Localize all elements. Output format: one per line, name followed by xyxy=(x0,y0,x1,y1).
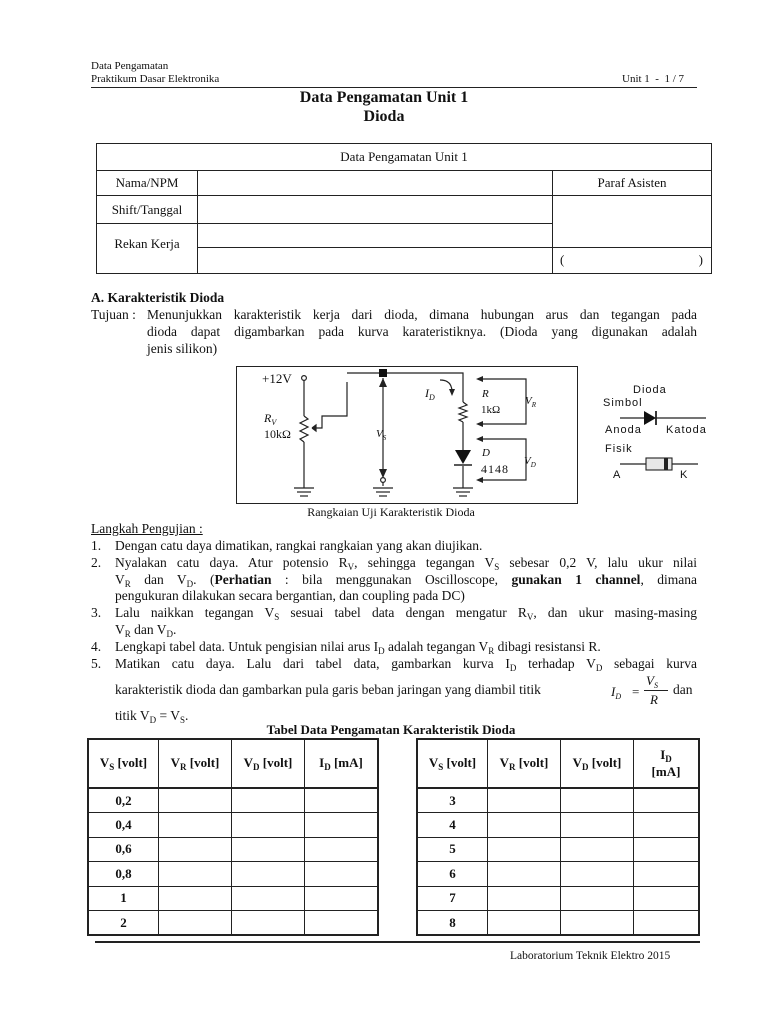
shift-tanggal-field[interactable] xyxy=(198,196,553,224)
vs-cell: 0,6 xyxy=(88,837,159,862)
vd-cell[interactable] xyxy=(561,813,634,838)
table-row xyxy=(88,788,378,813)
id-cell[interactable] xyxy=(305,813,379,838)
table-row xyxy=(88,886,378,911)
formula-numerator: $V_S$ xyxy=(646,673,658,690)
vd-cell[interactable] xyxy=(561,911,634,936)
identity-table-caption: Data Pengamatan Unit 1 xyxy=(97,144,712,171)
formula-equals: = xyxy=(632,684,640,699)
paraf-asisten-field[interactable] xyxy=(553,196,712,248)
table-row xyxy=(417,862,699,887)
vs-cell: 6 xyxy=(417,862,488,887)
vd-cell[interactable] xyxy=(561,886,634,911)
diode-symbol-panel xyxy=(598,378,710,483)
paraf-asisten-label: Paraf Asisten xyxy=(553,171,712,196)
anoda-label: Anoda xyxy=(605,424,642,436)
table-row xyxy=(417,813,699,838)
paren-open: ( xyxy=(560,252,565,267)
paraf-name-field[interactable] xyxy=(553,248,712,274)
header-doc-type: Data Pengamatan xyxy=(91,60,169,72)
vd-cell[interactable] xyxy=(232,813,305,838)
table-row xyxy=(88,911,378,936)
vd-cell[interactable] xyxy=(232,911,305,936)
table-row xyxy=(417,886,699,911)
page-subtitle: Dioda xyxy=(363,108,405,125)
step-2-line-1: Nyalakan catu daya. Atur potensio $R_V$, sehingga tegangan $V_S$ sebesar 0,2 V, lalu ukur nilai xyxy=(115,555,697,572)
step-1-text: Dengan catu daya dimatikan, rangkai rangkaian yang akan diujikan. xyxy=(115,538,483,553)
table-row xyxy=(88,862,378,887)
vd-cell[interactable] xyxy=(232,788,305,813)
test-circuit-diagram xyxy=(236,366,578,504)
table-row xyxy=(417,788,699,813)
header-course: Praktikum Dasar Elektronika xyxy=(91,73,220,85)
col-header-id: $I_D$ [mA] xyxy=(634,739,700,788)
vr-cell[interactable] xyxy=(159,837,232,862)
tujuan-line-2: dioda dapat digambarkan pada kurva karateristiknya. (Dioda yang digunakan adalah xyxy=(147,324,697,339)
diode-d xyxy=(455,450,471,464)
id-cell[interactable] xyxy=(305,886,379,911)
step-4-text: Lengkapi tabel data. Untuk pengisian nilai arus $I_D$ adalah tegangan $V_R$ dibagi resistansi R. xyxy=(115,639,601,656)
data-table-right xyxy=(416,738,700,936)
diode-cathode-band xyxy=(664,458,668,470)
anode-a-label: A xyxy=(613,469,622,481)
vr-cell[interactable] xyxy=(159,886,232,911)
diode-schematic-symbol xyxy=(644,411,656,425)
resistor-r xyxy=(459,402,467,422)
vd-cell[interactable] xyxy=(561,837,634,862)
rv-label: $R_V$ xyxy=(264,411,277,427)
vs-cell: 2 xyxy=(88,911,159,936)
r-label: R xyxy=(482,388,489,400)
id-cell[interactable] xyxy=(305,837,379,862)
id-cell[interactable] xyxy=(305,911,379,936)
tujuan-line-3: jenis silikon) xyxy=(147,341,218,356)
vd-label: $V_D$ xyxy=(524,455,536,469)
nama-npm-label: Nama/NPM xyxy=(97,171,198,196)
rv-value: 10kΩ xyxy=(264,427,291,441)
d-value: 4148 xyxy=(481,462,509,476)
data-table-title: Tabel Data Pengamatan Karakteristik Dioda xyxy=(266,722,516,737)
id-cell[interactable] xyxy=(634,886,700,911)
vs-cell: 0,2 xyxy=(88,788,159,813)
supply-label: +12V xyxy=(262,371,292,386)
header-divider xyxy=(91,87,697,88)
vr-label: $V_R$ xyxy=(525,395,537,409)
vr-cell[interactable] xyxy=(159,788,232,813)
rekan-kerja-field-2[interactable] xyxy=(198,248,553,274)
id-cell[interactable] xyxy=(634,911,700,936)
cathode-k-label: K xyxy=(680,469,689,481)
section-a-heading: A. Karakteristik Dioda xyxy=(91,290,225,305)
col-header-vr: $V_R$ [volt] xyxy=(159,739,232,788)
diode-title: Dioda xyxy=(633,384,667,396)
nama-npm-field[interactable] xyxy=(198,171,553,196)
vs-cell: 1 xyxy=(88,886,159,911)
step-2-number: 2. xyxy=(91,555,102,570)
step-3-line-1: Lalu naikkan tegangan $V_S$ sesuai tabel data dengan mengatur $R_V$, dan ukur masing-masing xyxy=(115,605,697,622)
tujuan-label: Tujuan : xyxy=(91,307,136,322)
formula-id: $I_D$ xyxy=(611,684,622,701)
vd-cell[interactable] xyxy=(561,788,634,813)
vd-cell[interactable] xyxy=(232,886,305,911)
rekan-kerja-label: Rekan Kerja xyxy=(97,224,198,274)
formula-bar xyxy=(644,690,668,691)
header-page-number: Unit 1 - 1 / 7 xyxy=(622,73,685,85)
potentiometer-rv xyxy=(300,416,308,442)
vs-cell: 0,4 xyxy=(88,813,159,838)
diode-physical-body xyxy=(646,458,672,470)
vs-cell: 3 xyxy=(417,788,488,813)
vs-cell: 0,8 xyxy=(88,862,159,887)
rekan-kerja-field-1[interactable] xyxy=(198,224,553,248)
vr-cell[interactable] xyxy=(488,886,561,911)
vr-cell[interactable] xyxy=(488,911,561,936)
circuit-caption: Rangkaian Uji Karakteristik Dioda xyxy=(307,505,475,519)
id-cell[interactable] xyxy=(634,788,700,813)
id-cell[interactable] xyxy=(305,862,379,887)
step-5-line-2: karakteristik dioda dan gambarkan pula garis beban jaringan yang diambil titik xyxy=(115,682,541,697)
formula-denominator: R xyxy=(650,692,658,707)
footer-divider xyxy=(95,941,700,943)
step-5-line-1: Matikan catu daya. Lalu dari tabel data, gambarkan kurva $I_D$ terhadap $V_D$ sebagai kurva xyxy=(115,656,697,673)
id-cell[interactable] xyxy=(305,788,379,813)
table-row xyxy=(88,813,378,838)
vs-cell: 7 xyxy=(417,886,488,911)
step-5-number: 5. xyxy=(91,656,102,671)
step-5-line-3: titik $V_D = V_S$. xyxy=(115,708,189,725)
col-header-vr: $V_R$ [volt] xyxy=(488,739,561,788)
col-header-vs: $V_S$ [volt] xyxy=(88,739,159,788)
vr-cell[interactable] xyxy=(488,862,561,887)
load-line-formula xyxy=(611,673,673,707)
vr-cell[interactable] xyxy=(159,862,232,887)
r-value: 1kΩ xyxy=(481,404,501,416)
fisik-label: Fisik xyxy=(605,443,633,455)
vr-cell[interactable] xyxy=(159,911,232,936)
id-cell[interactable] xyxy=(634,813,700,838)
vs-terminal xyxy=(381,478,386,483)
vs-cell: 4 xyxy=(417,813,488,838)
shift-tanggal-label: Shift/Tanggal xyxy=(97,196,198,224)
step-2-line-2: $V_R$ dan $V_D$. (Perhatian : bila menggunakan Oscilloscope, gunakan 1 channel, dimana xyxy=(115,572,697,589)
vd-cell[interactable] xyxy=(232,837,305,862)
vr-cell[interactable] xyxy=(488,837,561,862)
step-5-dan: dan xyxy=(673,682,693,697)
id-label: $I_D$ xyxy=(425,386,435,402)
simbol-label: Simbol xyxy=(603,397,643,409)
vs-cell: 8 xyxy=(417,911,488,936)
steps-heading: Langkah Pengujian : xyxy=(91,521,203,536)
d-label: D xyxy=(482,447,490,459)
id-cell[interactable] xyxy=(634,837,700,862)
col-header-vd: $V_D$ [volt] xyxy=(561,739,634,788)
page-title: Data Pengamatan Unit 1 xyxy=(299,89,469,106)
footer-text: Laboratorium Teknik Elektro 2015 xyxy=(510,950,671,962)
vr-cell[interactable] xyxy=(159,813,232,838)
data-table-left xyxy=(87,738,379,936)
col-header-id: $I_D$ [mA] xyxy=(305,739,379,788)
tujuan-line-1: Menunjukkan karakteristik kerja dari dioda, dimana hubungan arus dan tegangan pada xyxy=(147,307,697,322)
vr-cell[interactable] xyxy=(488,813,561,838)
identity-table xyxy=(96,143,712,274)
vs-node xyxy=(379,369,387,377)
vd-cell[interactable] xyxy=(561,862,634,887)
ground-symbols xyxy=(294,488,473,496)
step-2-line-3: pengukuran dilakukan secara bergantian, dan coupling pada DC) xyxy=(115,588,465,603)
id-cell[interactable] xyxy=(634,862,700,887)
vs-cell: 5 xyxy=(417,837,488,862)
step-3-number: 3. xyxy=(91,605,102,620)
paren-close: ) xyxy=(698,252,703,267)
vd-cell[interactable] xyxy=(232,862,305,887)
katoda-label: Katoda xyxy=(666,424,707,436)
col-header-vd: $V_D$ [volt] xyxy=(232,739,305,788)
table-row xyxy=(88,837,378,862)
vr-cell[interactable] xyxy=(488,788,561,813)
step-3-line-2: $V_R$ dan $V_D$. xyxy=(115,622,177,639)
supply-terminal xyxy=(302,376,307,381)
table-row xyxy=(417,837,699,862)
col-header-vs: $V_S$ [volt] xyxy=(417,739,488,788)
vs-label: $V_S$ xyxy=(376,428,387,442)
step-4-number: 4. xyxy=(91,639,102,654)
step-1-number: 1. xyxy=(91,538,102,553)
table-row xyxy=(417,911,699,936)
